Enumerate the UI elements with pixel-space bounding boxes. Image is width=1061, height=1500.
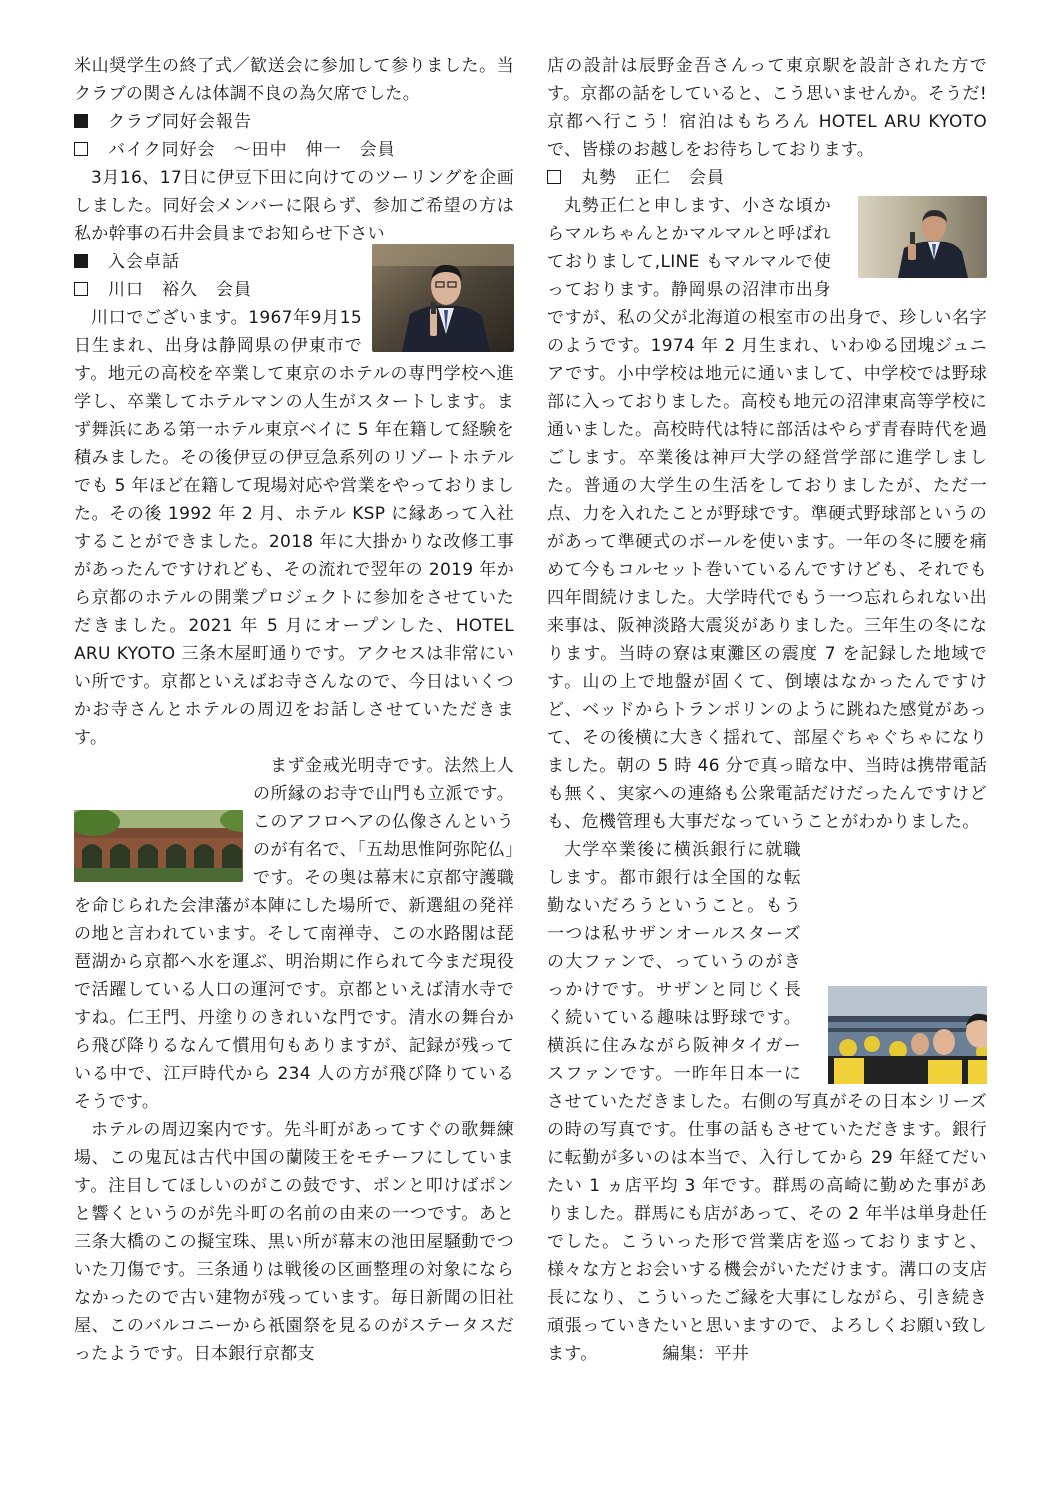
club-report-heading: クラブ同好会報告 — [74, 108, 514, 136]
filled-square-icon — [74, 254, 88, 268]
left-column — [74, 52, 514, 1368]
new-member-talk-heading: 入会卓話 — [74, 248, 514, 276]
kawaguchi-photo — [372, 244, 514, 352]
kawaguchi-paragraph-continued: 店の設計は辰野金吾さんって東京駅を設計された方です。京都の話をしていると、こう思いませんか。そうだ!京都へ行こう！宿泊はもちろん HOTEL ARU KYOTO で、皆様のお越しをお待ちしております。 — [547, 56, 987, 160]
open-square-icon — [547, 170, 561, 184]
stadium-photo — [811, 986, 987, 1084]
open-square-icon — [74, 282, 88, 296]
editor-credit: 編集：平井 — [662, 1344, 750, 1364]
intro-paragraph: 米山奨学生の終了式／歓送会に参加して参りました。当クラブの関さんは体調不良の為欠席でした。 — [74, 56, 514, 104]
kawaguchi-paragraph-1: 川口でございます。1967年9月15日生まれ、出身は静岡県の伊東市です。地元の高校を卒業して東京のホテルの専門学校へ進学し、卒業してホテルマンの人生がスタートします。まず舞浜にある第一ホテル東京ベイに 5 年在籍して経験を積みました。その後伊豆の伊豆急系列のリゾートホテルでも 5 年ほど在籍して現場対応や営業をやっておりました。その後 1992 年 2 月、ホテル KSP に縁あって入社することができました。2018 年に大掛かりな改修工事があったんですけれども、その流れで翌年の 2019 年から京都のホテルの開業プロジェクトに参加をさせていただきました。2021 年 5 月にオープンした、HOTEL ARU KYOTO 三条木屋町通りです。アクセスは非常にいい所です。京都といえばお寺さんなので、今日はいくつかお寺さんとホテルの周辺をお話しさせていただきます。 — [74, 308, 514, 748]
filled-square-icon — [74, 114, 88, 128]
marusei-paragraph-1: 丸勢正仁と申します、小さな頃からマルちゃんとかマルマルと呼ばれておりまして,LINE もマルマルで使っております。静岡県の沼津市出身ですが、私の父が北海道の根室市の出身で、珍しい名字のようです。1974 年 2 月生まれ、いわゆる団塊ジュニアです。小中学校は地元に通いまして、中学校では野球部に入っておりました。高校も地元の沼津東高等学校に通いました。高校時代は特に部活はやらず青春時代を過ごします。卒業後は神戸大学の経営学部に進学しました。普通の大学生の生活をしておりましたが、ただ一点、力を入れたことが野球です。準硬式野球部というのがあって準硬式のボールを使います。一年の冬に腰を痛めて今もコルセット巻いているんですけども、それでも四年間続けました。大学時代でもう一つ忘れられない出来事は、阪神淡路大震災がありました。三年生の冬になります。当時の寮は東灘区の震度 7 を記録した地域です。山の上で地盤が固くて、倒壊はなかったんですけど、ベッドからトランポリンのように跳ねた感覚があって、その後横に大きく揺れて、部屋ぐちゃぐちゃになりました。朝の 5 時 46 分で真っ暗な中、当時は携帯電話も無く、実家への連絡も公衆電話だけだったんですけども、危機管理も大事だなっていうことがわかりました。 — [547, 192, 987, 836]
aqueduct-photo — [57, 810, 243, 882]
marusei-heading: 丸勢 正仁 会員 — [547, 164, 987, 192]
right-column — [547, 52, 987, 1368]
kawaguchi-paragraph-2: まず金戒光明寺です。法然上人の所縁のお寺で山門も立派です。このアフロヘアの仏像さんというのが有名で、「五劫思惟阿弥陀仏」です。その奥は幕末に京都守護職を命じられた会津藩が本陣にした場所で、新選組の発祥の地と言われています。そして南禅寺、この水路閣は琵琶湖から京都へ水を運ぶ、明治期に作られて今まだ現役で活躍している人口の運河です。京都といえば清水寺ですね。仁王門、丹塗りのきれいな門です。清水の舞台から飛び降りるなんて慣用句もありますが、記録が残っている中で、江戸時代から 234 人の方が飛び降りているそうです。 — [74, 752, 514, 1116]
marusei-paragraph-2: 大学卒業後に横浜銀行に就職します。都市銀行は全国的な転勤ないだろうということ。もう一つは私サザンオールスターズの大ファンで、っていうのがきっかけです。サザンと同じく長く続いている趣味は野球です。横浜に住みながら阪神タイガースファンです。一昨年日本一にさせていただきました。右側の写真がその日本シリーズの時の写真です。仕事の話もさせていただきます。銀行に転勤が多いのは本当で、入行してから 29 年経てだいたい 1 ヵ店平均 3 年です。群馬の高崎に勤めた事がありました。群馬にも店があって、その 2 年半は単身赴任でした。こういった形で営業店を巡っておりますと、様々な方とお会いする機会がいただけます。溝口の支店長になり、こういったご縁を大事にしながら、引き続き頑張っていきたいと思いますので、よろしくお願い致します。 編集：平井 — [547, 836, 987, 1368]
marusei-photo — [841, 196, 987, 278]
open-square-icon — [74, 142, 88, 156]
bike-club-text: 3月16、17日に伊豆下田に向けてのツーリングを企画しました。同好会メンバーに限らず、参加ご希望の方は私か幹事の石井会員までお知らせ下さい — [74, 168, 514, 244]
kawaguchi-paragraph-3: ホテルの周辺案内です。先斗町があってすぐの歌舞練場、この鬼瓦は古代中国の蘭陵王をモチーフにしています。注目してほしいのがこの鼓です、ポンと叩けばポンと響くというのが先斗町の名前の由来の一つです。あと三条大橋のこの擬宝珠、黒い所が幕末の池田屋騒動でついた刀傷です。三条通りは戦後の区画整理の対象にならなかったので古い建物が残っています。毎日新聞の旧社屋、このバルコニーから祇園祭を見るのがステータスだったようです。日本銀行京都支 — [74, 1120, 514, 1364]
kawaguchi-heading: 川口 裕久 会員 — [74, 276, 514, 304]
bike-club-heading: バイク同好会 ～田中 伸一 会員 — [74, 136, 514, 164]
